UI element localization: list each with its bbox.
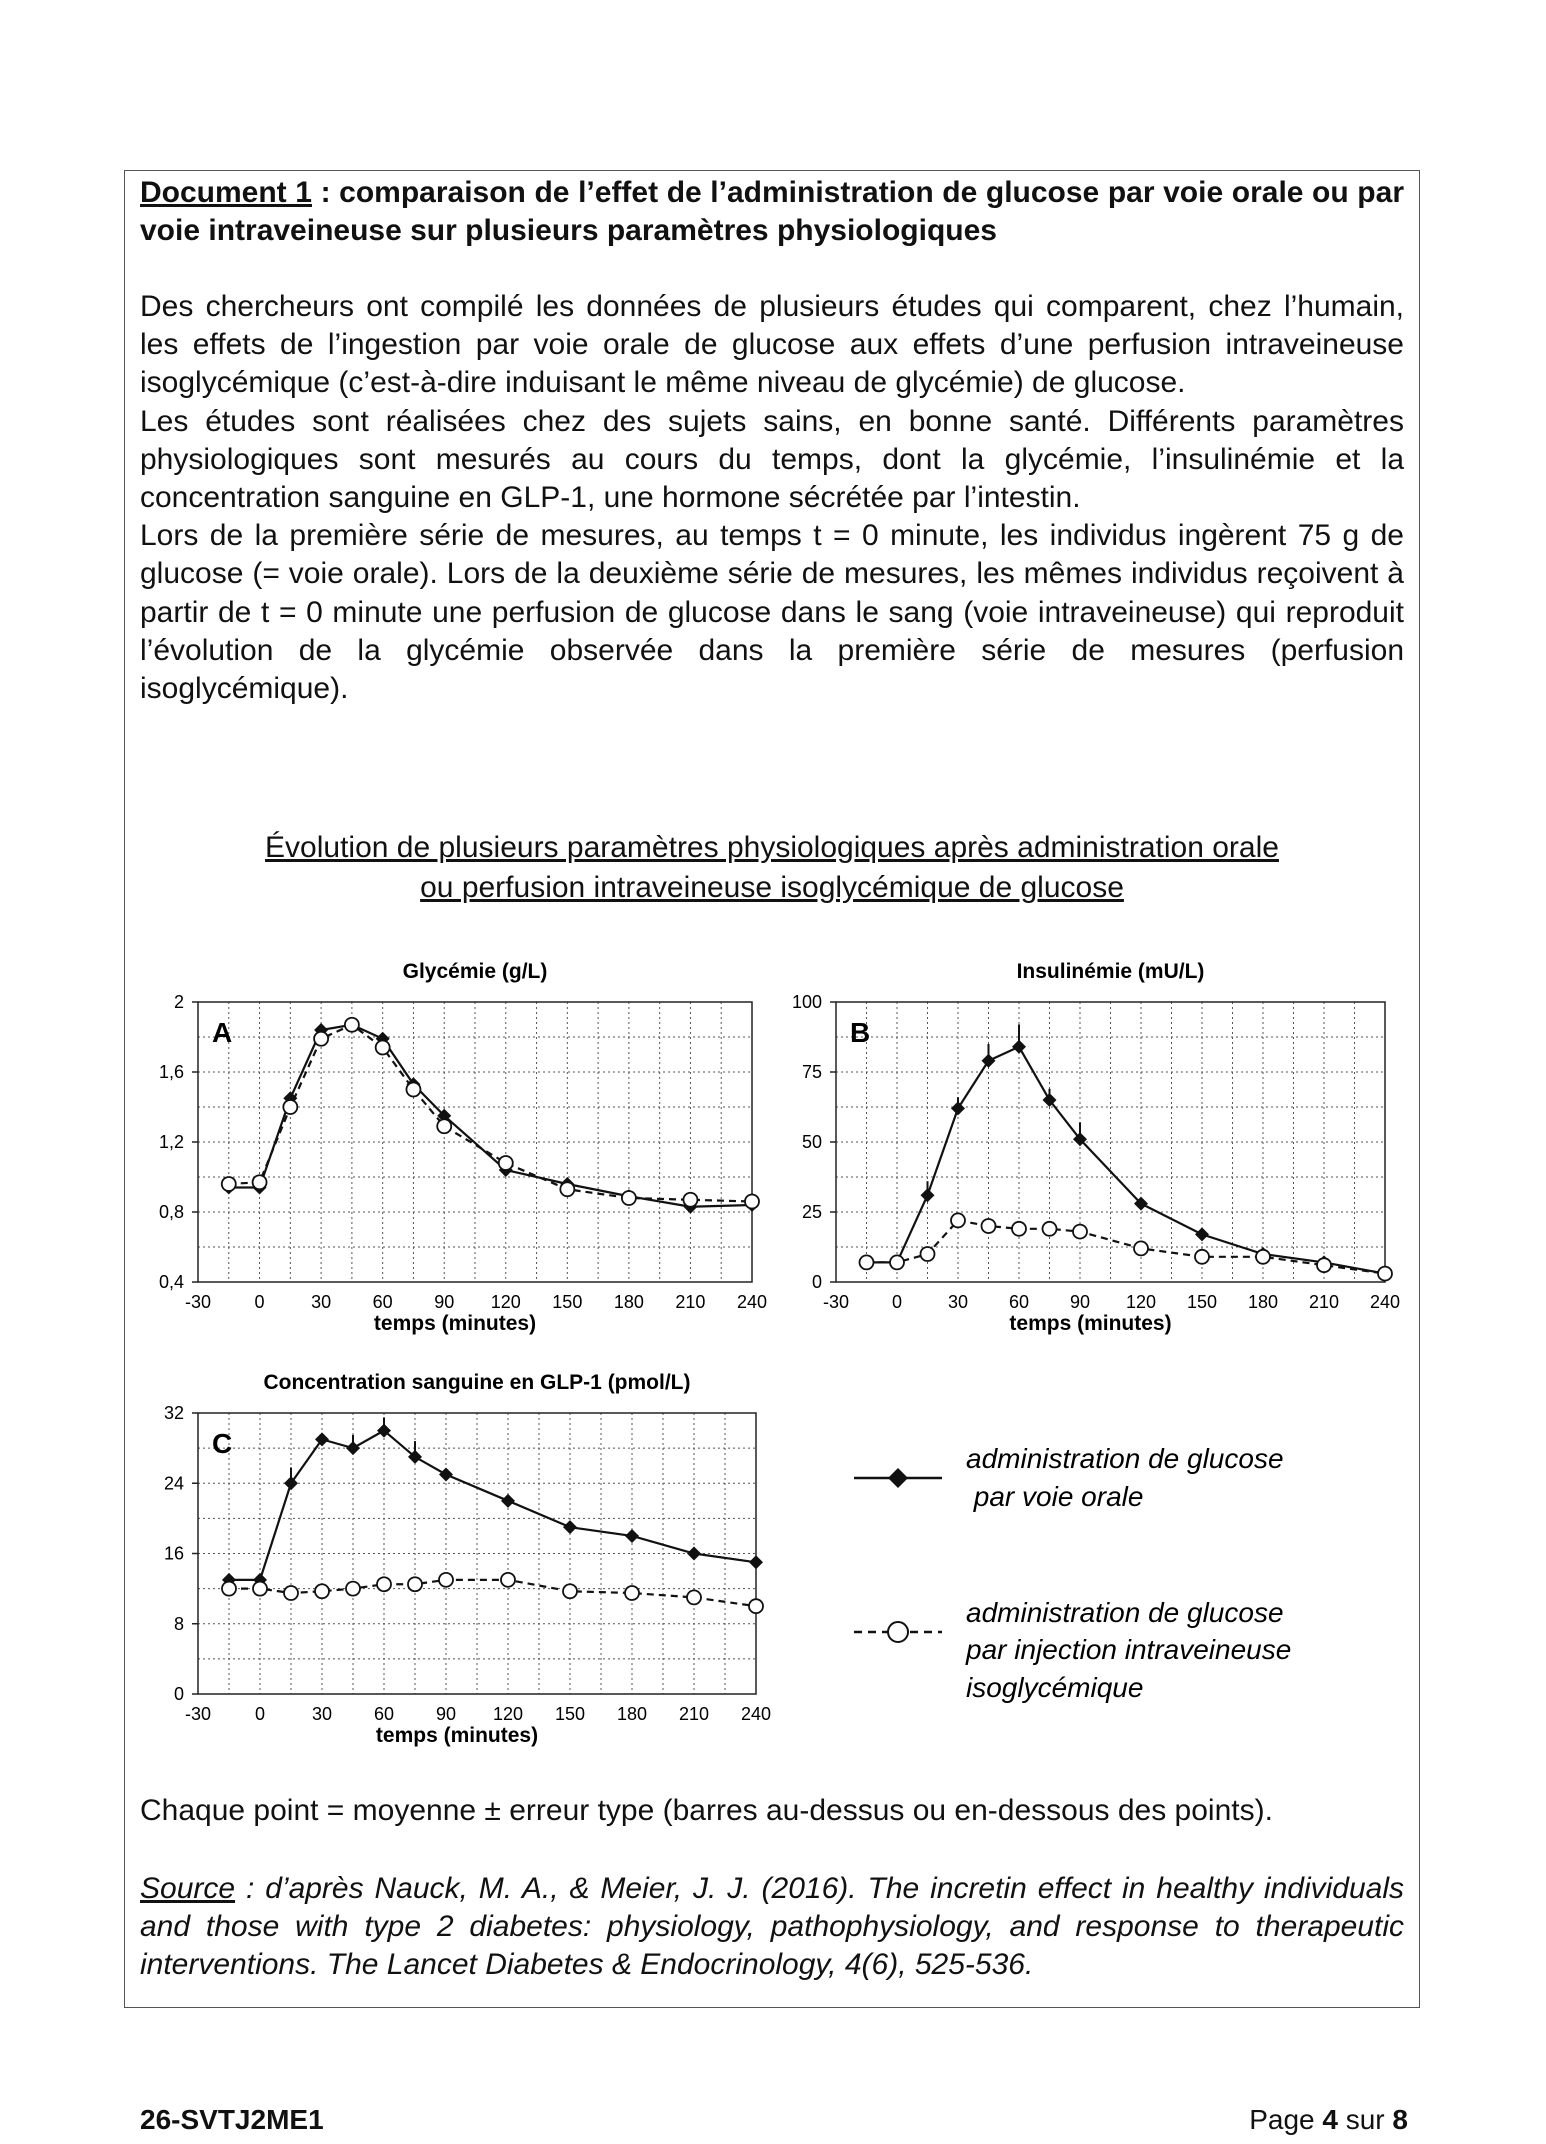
legend-iv-label-3: isoglycémique [966, 1672, 1144, 1703]
legend-oral-label-2: par voie orale [966, 1481, 1144, 1512]
x-tick-label: 30 [947, 1292, 969, 1312]
data-point-iv [749, 1599, 763, 1613]
data-point-oral [284, 1476, 298, 1490]
legend-oral-label-1: administration de glucose [966, 1443, 1284, 1474]
x-tick-label: 180 [616, 1704, 648, 1724]
data-point-iv [1317, 1258, 1331, 1272]
charts-layer [159, 960, 1400, 1747]
document-title-text: : comparaison de l’effet de l’administration de glucose par voie orale ou par voie intraveineuse sur plusieurs paramètres physiologiques [140, 176, 1404, 247]
data-point-iv [890, 1255, 904, 1269]
panel-letter: A [212, 1017, 233, 1048]
y-tick-label: 100 [791, 992, 822, 1012]
data-point-oral [687, 1547, 701, 1561]
chart-a [159, 960, 767, 1335]
document-label: Document 1 [140, 176, 312, 209]
source-citation [140, 1870, 1404, 1985]
data-point-iv [315, 1584, 329, 1598]
data-point-oral [1195, 1227, 1209, 1241]
data-point-oral [315, 1432, 329, 1446]
y-tick-label: 2 [173, 992, 184, 1012]
panel-letter: B [850, 1017, 871, 1048]
y-tick-label: 50 [801, 1132, 822, 1152]
y-tick-label: 0 [811, 1272, 822, 1292]
x-tick-label: 120 [492, 1704, 524, 1724]
y-tick-label: 0,4 [158, 1272, 184, 1292]
x-tick-label: 0 [891, 1292, 903, 1312]
data-point-oral [1012, 1040, 1026, 1054]
data-point-iv [253, 1582, 267, 1596]
series-line-oral [229, 1431, 756, 1580]
data-point-iv [951, 1213, 965, 1227]
x-tick-label: 0 [254, 1292, 265, 1312]
intro-paragraph-2: Les études sont réalisées chez des sujets sains, en bonne santé. Différents paramètres physiologiques sont mesurés au cours du temps, dont la glycémie, l’insulinémie et la concentration sanguine en GLP-1, une hormone sécrétée par l’intestin. [140, 404, 1404, 515]
source-label: Source [140, 1872, 236, 1905]
data-point-iv [284, 1586, 298, 1600]
data-point-iv [345, 1018, 359, 1032]
data-point-oral [501, 1494, 515, 1508]
data-point-oral [951, 1101, 965, 1115]
chart-title: Glycémie (g/L) [402, 960, 548, 983]
x-tick-label: 60 [373, 1704, 395, 1724]
data-point-iv [314, 1032, 328, 1046]
data-point-iv [860, 1255, 874, 1269]
data-point-oral [982, 1054, 996, 1068]
data-point-iv [560, 1182, 574, 1196]
x-tick-label: 210 [1308, 1292, 1340, 1312]
y-tick-label: 25 [801, 1202, 822, 1222]
data-point-iv [501, 1573, 515, 1587]
data-point-iv [439, 1573, 453, 1587]
x-tick-label: 240 [736, 1292, 768, 1312]
data-point-iv [683, 1193, 697, 1207]
data-point-iv [1043, 1222, 1057, 1236]
footer-page-total: 8 [1392, 2104, 1408, 2135]
legend-oral-marker [888, 1468, 908, 1488]
data-point-iv [499, 1156, 513, 1170]
x-tick-label: 240 [1369, 1292, 1401, 1312]
data-point-iv [222, 1177, 236, 1191]
footer-exam-code: 26-SVTJ2ME1 [140, 2104, 324, 2135]
footer-page-number [1249, 2104, 1408, 2136]
series-line-iv [229, 1580, 756, 1606]
data-point-iv [1134, 1241, 1148, 1255]
data-point-iv [346, 1582, 360, 1596]
x-tick-label: -30 [184, 1704, 212, 1724]
data-point-iv [408, 1577, 422, 1591]
data-point-iv [687, 1590, 701, 1604]
data-point-iv [982, 1219, 996, 1233]
chart-title: Concentration sanguine en GLP-1 (pmol/L) [263, 1371, 691, 1394]
data-point-oral [625, 1529, 639, 1543]
x-tick-label: 210 [678, 1704, 710, 1724]
x-tick-label: -30 [184, 1292, 212, 1312]
x-tick-label: 90 [1069, 1292, 1091, 1312]
footer-page-prefix: Page [1249, 2104, 1323, 2135]
y-tick-label: 1,6 [158, 1062, 184, 1082]
x-tick-label: 180 [1247, 1292, 1279, 1312]
x-axis-label: temps (minutes) [375, 1724, 539, 1747]
y-tick-label: 1,2 [158, 1132, 184, 1152]
data-point-iv [745, 1195, 759, 1209]
legend-iv-marker [888, 1622, 908, 1642]
figure-title-line-1: Évolution de plusieurs paramètres physiologiques après administration orale [265, 831, 1279, 864]
data-point-iv [377, 1577, 391, 1591]
data-point-oral [346, 1441, 360, 1455]
data-point-iv [406, 1083, 420, 1097]
data-point-iv [376, 1041, 390, 1055]
x-tick-label: 60 [1008, 1292, 1030, 1312]
x-tick-label: 210 [675, 1292, 706, 1312]
chart-c [164, 1371, 771, 1747]
data-point-oral [563, 1520, 577, 1534]
chart-b [792, 960, 1400, 1335]
legend [854, 1443, 1291, 1703]
x-tick-label: 180 [613, 1292, 644, 1312]
data-point-iv [437, 1119, 451, 1133]
x-tick-label: 150 [554, 1704, 586, 1724]
data-point-oral [921, 1188, 935, 1202]
y-tick-label: 0,8 [158, 1202, 184, 1222]
data-point-iv [1012, 1222, 1026, 1236]
data-point-oral [749, 1555, 763, 1569]
data-point-oral [439, 1467, 453, 1481]
y-tick-label: 75 [801, 1062, 822, 1082]
y-tick-label: 8 [173, 1613, 184, 1634]
footer-page-mid: sur [1337, 2104, 1393, 2135]
data-point-iv [921, 1247, 935, 1261]
data-point-iv [563, 1584, 577, 1598]
x-tick-label: 30 [311, 1292, 332, 1312]
series-line-iv [229, 1025, 752, 1202]
legend-iv-label-2: par injection intraveineuse [966, 1634, 1292, 1665]
legend-iv-label-1: administration de glucose [966, 1597, 1284, 1628]
data-point-iv [222, 1582, 236, 1596]
y-tick-label: 32 [163, 1403, 184, 1423]
error-bar-note: Chaque point = moyenne ± erreur type (barres au-dessus ou en-dessous des points). [140, 1794, 1273, 1827]
x-tick-label: 60 [372, 1292, 393, 1312]
x-tick-label: 30 [311, 1704, 333, 1724]
data-point-iv [622, 1191, 636, 1205]
intro-paragraph-1: Des chercheurs ont compilé les données de plusieurs études qui comparent, chez l’humain, les effets de l’ingestion par voie orale de glucose aux effets d’une perfusion intraveineuse isoglycémique (c’est-à-dire induisant le même niveau de glycémie) de glucose. [140, 290, 1404, 400]
x-tick-label: -30 [822, 1292, 850, 1312]
x-axis-label: temps (minutes) [1009, 1312, 1172, 1335]
data-point-iv [283, 1100, 297, 1114]
data-point-iv [1378, 1267, 1392, 1281]
panel-letter: C [212, 1428, 233, 1459]
x-tick-label: 150 [552, 1292, 583, 1312]
x-tick-label: 150 [1186, 1292, 1218, 1312]
intro-paragraph-3: Lors de la première série de mesures, au temps t = 0 minute, les individus ingèrent 75 g de glucose (= voie orale). Lors de la deuxième série de mesures, les mêmes individus reçoivent à partir de t = 0 minute une perfusion de glucose dans le sang (voie intraveineuse) qui reproduit l’évolution de la glycémie observée dans la première série de mesures (perfusion isoglycémique). [140, 519, 1404, 706]
x-tick-label: 120 [490, 1292, 521, 1312]
data-point-iv [253, 1175, 267, 1189]
footer-page-current: 4 [1322, 2104, 1338, 2135]
y-tick-label: 0 [173, 1684, 184, 1704]
series-line-oral [867, 1047, 1386, 1274]
data-point-iv [1195, 1250, 1209, 1264]
figure-title-line-2: ou perfusion intraveineuse isoglycémique de glucose [420, 871, 1124, 904]
data-point-iv [1256, 1250, 1270, 1264]
y-tick-label: 24 [163, 1473, 184, 1494]
data-point-iv [1073, 1225, 1087, 1239]
series-line-oral [229, 1025, 752, 1207]
x-tick-label: 90 [434, 1292, 455, 1312]
x-tick-label: 90 [435, 1704, 457, 1724]
source-text: : d’après Nauck, M. A., & Meier, J. J. (2016). The incretin effect in healthy individuals and those with type 2 diabetes: physiology, pathophysiology, and response to therapeutic interventions. The Lancet Diabetes & Endocrinology, 4(6), 525-536. [140, 1872, 1404, 1982]
x-axis-label: temps (minutes) [373, 1312, 537, 1335]
x-tick-label: 120 [1125, 1292, 1157, 1312]
y-tick-label: 16 [163, 1543, 184, 1564]
chart-title: Insulinémie (mU/L) [1016, 960, 1205, 983]
x-tick-label: 240 [740, 1704, 772, 1724]
x-tick-label: 0 [254, 1704, 266, 1724]
data-point-iv [625, 1586, 639, 1600]
